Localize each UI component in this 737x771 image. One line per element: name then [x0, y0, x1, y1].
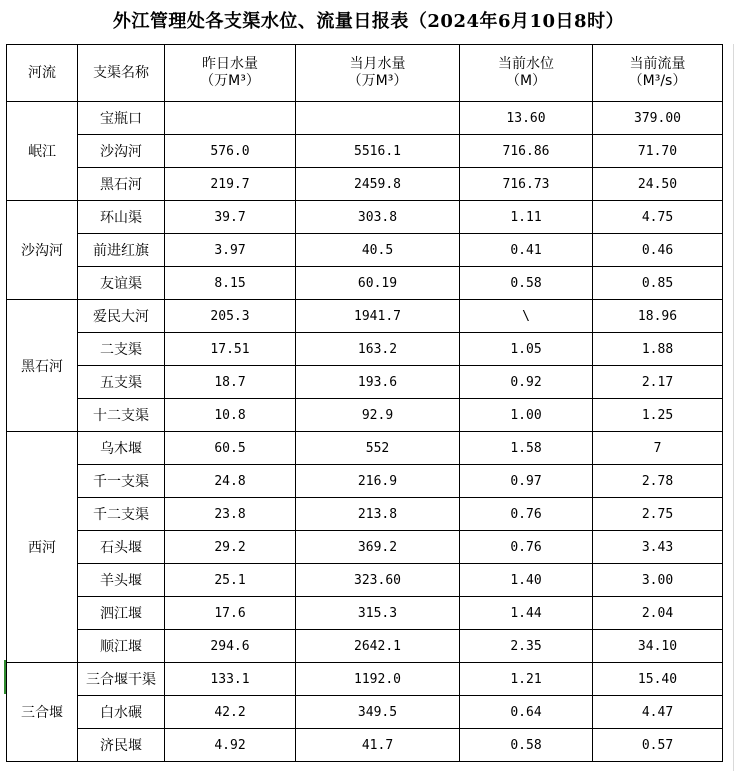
flow-rate-cell[interactable]: 3.00	[593, 564, 723, 597]
month-volume-cell[interactable]: 213.8	[296, 498, 460, 531]
water-level-cell[interactable]: 716.86	[460, 135, 593, 168]
month-volume-cell[interactable]: 369.2	[296, 531, 460, 564]
yesterday-volume-cell[interactable]: 205.3	[165, 300, 296, 333]
header-level-line2: （M）	[505, 73, 547, 89]
flow-rate-cell[interactable]: 0.46	[593, 234, 723, 267]
branch-name-cell[interactable]: 环山渠	[78, 201, 165, 234]
header-level[interactable]	[460, 45, 593, 102]
branch-name-cell[interactable]: 三合堰干渠	[78, 663, 165, 696]
branch-name-cell[interactable]: 顺江堰	[78, 630, 165, 663]
month-volume-cell[interactable]: 303.8	[296, 201, 460, 234]
table-row	[7, 663, 723, 696]
yesterday-volume-cell[interactable]: 219.7	[165, 168, 296, 201]
flow-rate-cell[interactable]: 2.04	[593, 597, 723, 630]
branch-name-cell[interactable]: 泗江堰	[78, 597, 165, 630]
header-month-line2: （万M³）	[347, 73, 408, 89]
flow-rate-cell[interactable]: 0.57	[593, 729, 723, 762]
river-name-cell[interactable]: 沙沟河	[7, 201, 78, 300]
month-volume-cell[interactable]: 323.60	[296, 564, 460, 597]
sheet-gridline	[733, 44, 734, 771]
water-level-cell[interactable]: 716.73	[460, 168, 593, 201]
header-yesterday-line1: 昨日水量	[202, 56, 258, 72]
month-volume-cell[interactable]: 1192.0	[296, 663, 460, 696]
water-level-cell[interactable]: 13.60	[460, 102, 593, 135]
table-row	[7, 234, 723, 267]
water-level-cell[interactable]: 1.58	[460, 432, 593, 465]
river-name-cell[interactable]: 西河	[7, 432, 78, 663]
water-level-cell[interactable]: 0.41	[460, 234, 593, 267]
month-volume-cell[interactable]: 216.9	[296, 465, 460, 498]
yesterday-volume-cell[interactable]: 8.15	[165, 267, 296, 300]
table-row	[7, 696, 723, 729]
branch-name-cell[interactable]: 爱民大河	[78, 300, 165, 333]
yesterday-volume-cell[interactable]: 133.1	[165, 663, 296, 696]
branch-name-cell[interactable]: 五支渠	[78, 366, 165, 399]
water-level-cell[interactable]: 1.05	[460, 333, 593, 366]
water-level-cell[interactable]: \	[460, 300, 593, 333]
month-volume-cell[interactable]: 552	[296, 432, 460, 465]
flow-rate-cell[interactable]: 4.75	[593, 201, 723, 234]
flow-rate-cell[interactable]: 34.10	[593, 630, 723, 663]
table-row	[7, 465, 723, 498]
header-month[interactable]	[296, 45, 460, 102]
flow-rate-cell[interactable]: 71.70	[593, 135, 723, 168]
month-volume-cell[interactable]: 40.5	[296, 234, 460, 267]
yesterday-volume-cell[interactable]: 10.8	[165, 399, 296, 432]
yesterday-volume-cell[interactable]: 18.7	[165, 366, 296, 399]
river-name-cell[interactable]: 黑石河	[7, 300, 78, 432]
flow-rate-cell[interactable]: 0.85	[593, 267, 723, 300]
month-volume-cell[interactable]: 349.5	[296, 696, 460, 729]
month-volume-cell[interactable]	[296, 102, 460, 135]
water-level-cell[interactable]: 0.64	[460, 696, 593, 729]
table-row	[7, 432, 723, 465]
table-row	[7, 168, 723, 201]
header-river[interactable]: 河流	[7, 45, 78, 102]
table-row	[7, 564, 723, 597]
row-selection-marker	[4, 660, 6, 694]
header-flow-line1: 当前流量	[629, 56, 686, 72]
flow-rate-cell[interactable]: 2.75	[593, 498, 723, 531]
flow-rate-cell[interactable]: 4.47	[593, 696, 723, 729]
water-level-cell[interactable]: 0.76	[460, 531, 593, 564]
branch-name-cell[interactable]: 乌木堰	[78, 432, 165, 465]
branch-name-cell[interactable]: 石头堰	[78, 531, 165, 564]
yesterday-volume-cell[interactable]: 23.8	[165, 498, 296, 531]
table-row	[7, 630, 723, 663]
flow-rate-cell[interactable]: 379.00	[593, 102, 723, 135]
header-branch[interactable]: 支渠名称	[78, 45, 165, 102]
flow-rate-cell[interactable]: 2.17	[593, 366, 723, 399]
month-volume-cell[interactable]: 315.3	[296, 597, 460, 630]
branch-name-cell[interactable]: 二支渠	[78, 333, 165, 366]
water-level-cell[interactable]: 1.21	[460, 663, 593, 696]
month-volume-cell[interactable]: 193.6	[296, 366, 460, 399]
header-yesterday-line2: （万M³）	[200, 73, 260, 89]
header-yesterday[interactable]	[165, 45, 296, 102]
branch-name-cell[interactable]: 济民堰	[78, 729, 165, 762]
water-level-cell[interactable]: 1.40	[460, 564, 593, 597]
month-volume-cell[interactable]: 41.7	[296, 729, 460, 762]
flow-rate-cell[interactable]: 15.40	[593, 663, 723, 696]
yesterday-volume-cell[interactable]: 24.8	[165, 465, 296, 498]
header-month-line1: 当月水量	[349, 56, 406, 72]
yesterday-volume-cell[interactable]: 60.5	[165, 432, 296, 465]
water-level-cell[interactable]: 0.76	[460, 498, 593, 531]
table-row	[7, 366, 723, 399]
report-title: 外江管理处各支渠水位、流量日报表（2024年6月10日8时）	[112, 11, 625, 32]
yesterday-volume-cell[interactable]: 42.2	[165, 696, 296, 729]
table-row	[7, 531, 723, 564]
water-level-cell[interactable]: 2.35	[460, 630, 593, 663]
water-level-cell[interactable]: 1.11	[460, 201, 593, 234]
yesterday-volume-cell[interactable]: 4.92	[165, 729, 296, 762]
branch-name-cell[interactable]: 白水碾	[78, 696, 165, 729]
water-level-cell[interactable]: 0.58	[460, 729, 593, 762]
table-row	[7, 201, 723, 234]
month-volume-cell[interactable]: 60.19	[296, 267, 460, 300]
river-name-cell[interactable]: 三合堰	[7, 663, 78, 762]
header-level-line1: 当前水位	[498, 56, 554, 72]
table-row	[7, 300, 723, 333]
yesterday-volume-cell[interactable]: 17.6	[165, 597, 296, 630]
water-level-cell[interactable]: 0.92	[460, 366, 593, 399]
flow-rate-cell[interactable]: 24.50	[593, 168, 723, 201]
branch-name-cell[interactable]: 羊头堰	[78, 564, 165, 597]
yesterday-volume-cell[interactable]: 3.97	[165, 234, 296, 267]
month-volume-cell[interactable]: 163.2	[296, 333, 460, 366]
flow-rate-cell[interactable]: 7	[593, 432, 723, 465]
branch-name-cell[interactable]: 沙沟河	[78, 135, 165, 168]
yesterday-volume-cell[interactable]: 25.1	[165, 564, 296, 597]
yesterday-volume-cell[interactable]: 576.0	[165, 135, 296, 168]
branch-name-cell[interactable]: 十二支渠	[78, 399, 165, 432]
table-row	[7, 102, 723, 135]
yesterday-volume-cell[interactable]	[165, 102, 296, 135]
table-row	[7, 333, 723, 366]
branch-name-cell[interactable]: 友谊渠	[78, 267, 165, 300]
month-volume-cell[interactable]: 92.9	[296, 399, 460, 432]
table-row	[7, 135, 723, 168]
flow-rate-cell[interactable]: 2.78	[593, 465, 723, 498]
river-name-cell[interactable]: 岷江	[7, 102, 78, 201]
branch-name-cell[interactable]: 千一支渠	[78, 465, 165, 498]
yesterday-volume-cell[interactable]: 29.2	[165, 531, 296, 564]
table-row	[7, 729, 723, 762]
water-level-cell[interactable]: 0.97	[460, 465, 593, 498]
table-row	[7, 597, 723, 630]
header-flow[interactable]	[593, 45, 723, 102]
yesterday-volume-cell[interactable]: 39.7	[165, 201, 296, 234]
flow-rate-cell[interactable]: 1.88	[593, 333, 723, 366]
yesterday-volume-cell[interactable]: 294.6	[165, 630, 296, 663]
report-table	[6, 44, 723, 762]
header-row	[7, 45, 723, 102]
month-volume-cell[interactable]: 5516.1	[296, 135, 460, 168]
flow-rate-cell[interactable]: 3.43	[593, 531, 723, 564]
water-level-cell[interactable]: 1.00	[460, 399, 593, 432]
branch-name-cell[interactable]: 黑石河	[78, 168, 165, 201]
table-row	[7, 267, 723, 300]
month-volume-cell[interactable]: 2642.1	[296, 630, 460, 663]
branch-name-cell[interactable]: 千二支渠	[78, 498, 165, 531]
month-volume-cell[interactable]: 1941.7	[296, 300, 460, 333]
branch-name-cell[interactable]: 宝瓶口	[78, 102, 165, 135]
flow-rate-cell[interactable]: 18.96	[593, 300, 723, 333]
header-flow-line2: （M³/s）	[628, 73, 687, 89]
table-row	[7, 498, 723, 531]
table-row	[7, 399, 723, 432]
yesterday-volume-cell[interactable]: 17.51	[165, 333, 296, 366]
water-level-cell[interactable]: 1.44	[460, 597, 593, 630]
month-volume-cell[interactable]: 2459.8	[296, 168, 460, 201]
flow-rate-cell[interactable]: 1.25	[593, 399, 723, 432]
branch-name-cell[interactable]: 前进红旗	[78, 234, 165, 267]
water-level-cell[interactable]: 0.58	[460, 267, 593, 300]
